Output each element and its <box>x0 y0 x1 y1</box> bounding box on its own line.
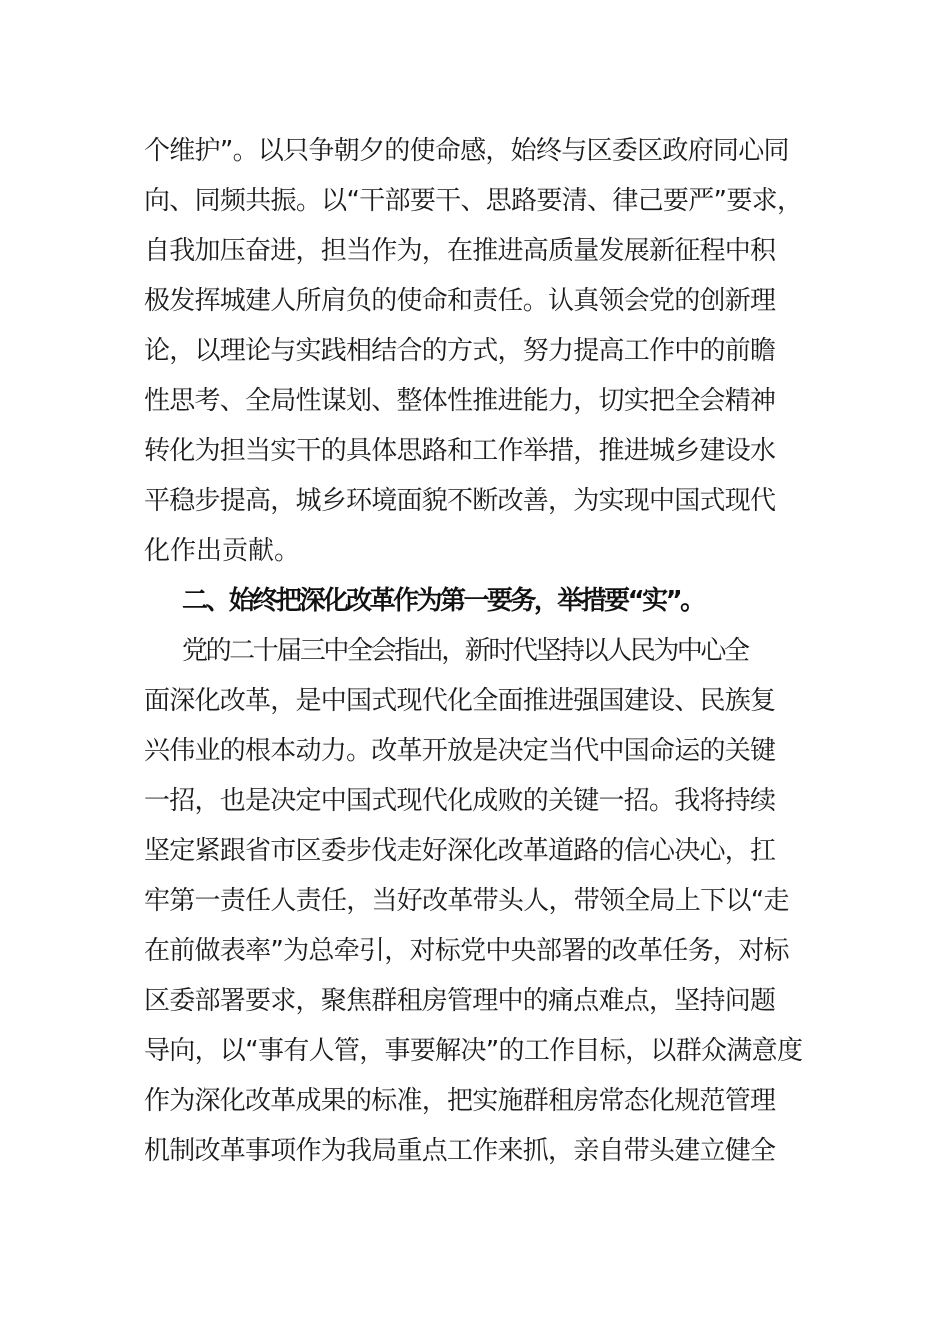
paragraph-line: 性思考、全局性谋划、整体性推进能力，切实把全会精神 <box>144 386 776 416</box>
paragraph-line: 机制改革事项作为我局重点工作来抓，亲自带头建立健全 <box>144 1136 776 1166</box>
paragraph-line: 作为深化改革成果的标准，把实施群租房常态化规范管理 <box>144 1086 776 1116</box>
paragraph-line: 向、同频共振。以“干部要干、思路要清、律己要严”要求， <box>144 186 803 216</box>
paragraph-line: 党的二十届三中全会指出，新时代坚持以人民为中心全 <box>182 636 748 666</box>
paragraph-line: 牢第一责任人责任，当好改革带头人，带领全局上下以“走 <box>144 886 789 916</box>
paragraph-line: 转化为担当实干的具体思路和工作举措，推进城乡建设水 <box>144 436 776 466</box>
paragraph-line: 面深化改革，是中国式现代化全面推进强国建设、民族复 <box>144 686 776 716</box>
paragraph-line: 化作出贡献。 <box>144 536 301 566</box>
section-heading: 二、始终把深化改革作为第一要务，举措要“实”。 <box>182 586 704 616</box>
paragraph-line: 极发挥城建人所肩负的使命和责任。认真领会党的创新理 <box>144 286 776 316</box>
paragraph-line: 导向，以“事有人管，事要解决”的工作目标，以群众满意度 <box>144 1036 803 1066</box>
paragraph-line: 坚定紧跟省市区委步伐走好深化改革道路的信心决心，扛 <box>144 836 776 866</box>
paragraph-line: 平稳步提高，城乡环境面貌不断改善，为实现中国式现代 <box>144 486 776 516</box>
paragraph-line: 在前做表率”为总牵引，对标党中央部署的改革任务，对标 <box>144 936 789 966</box>
paragraph-line: 兴伟业的根本动力。改革开放是决定当代中国命运的关键 <box>144 736 776 766</box>
paragraph-line: 自我加压奋进，担当作为，在推进高质量发展新征程中积 <box>144 236 776 266</box>
paragraph-line: 个维护”。以只争朝夕的使命感，始终与区委区政府同心同 <box>144 136 789 166</box>
paragraph-line: 一招，也是决定中国式现代化成败的关键一招。我将持续 <box>144 786 776 816</box>
paragraph-line: 论，以理论与实践相结合的方式，努力提高工作中的前瞻 <box>144 336 776 366</box>
paragraph-line: 区委部署要求，聚焦群租房管理中的痛点难点，坚持问题 <box>144 986 776 1016</box>
